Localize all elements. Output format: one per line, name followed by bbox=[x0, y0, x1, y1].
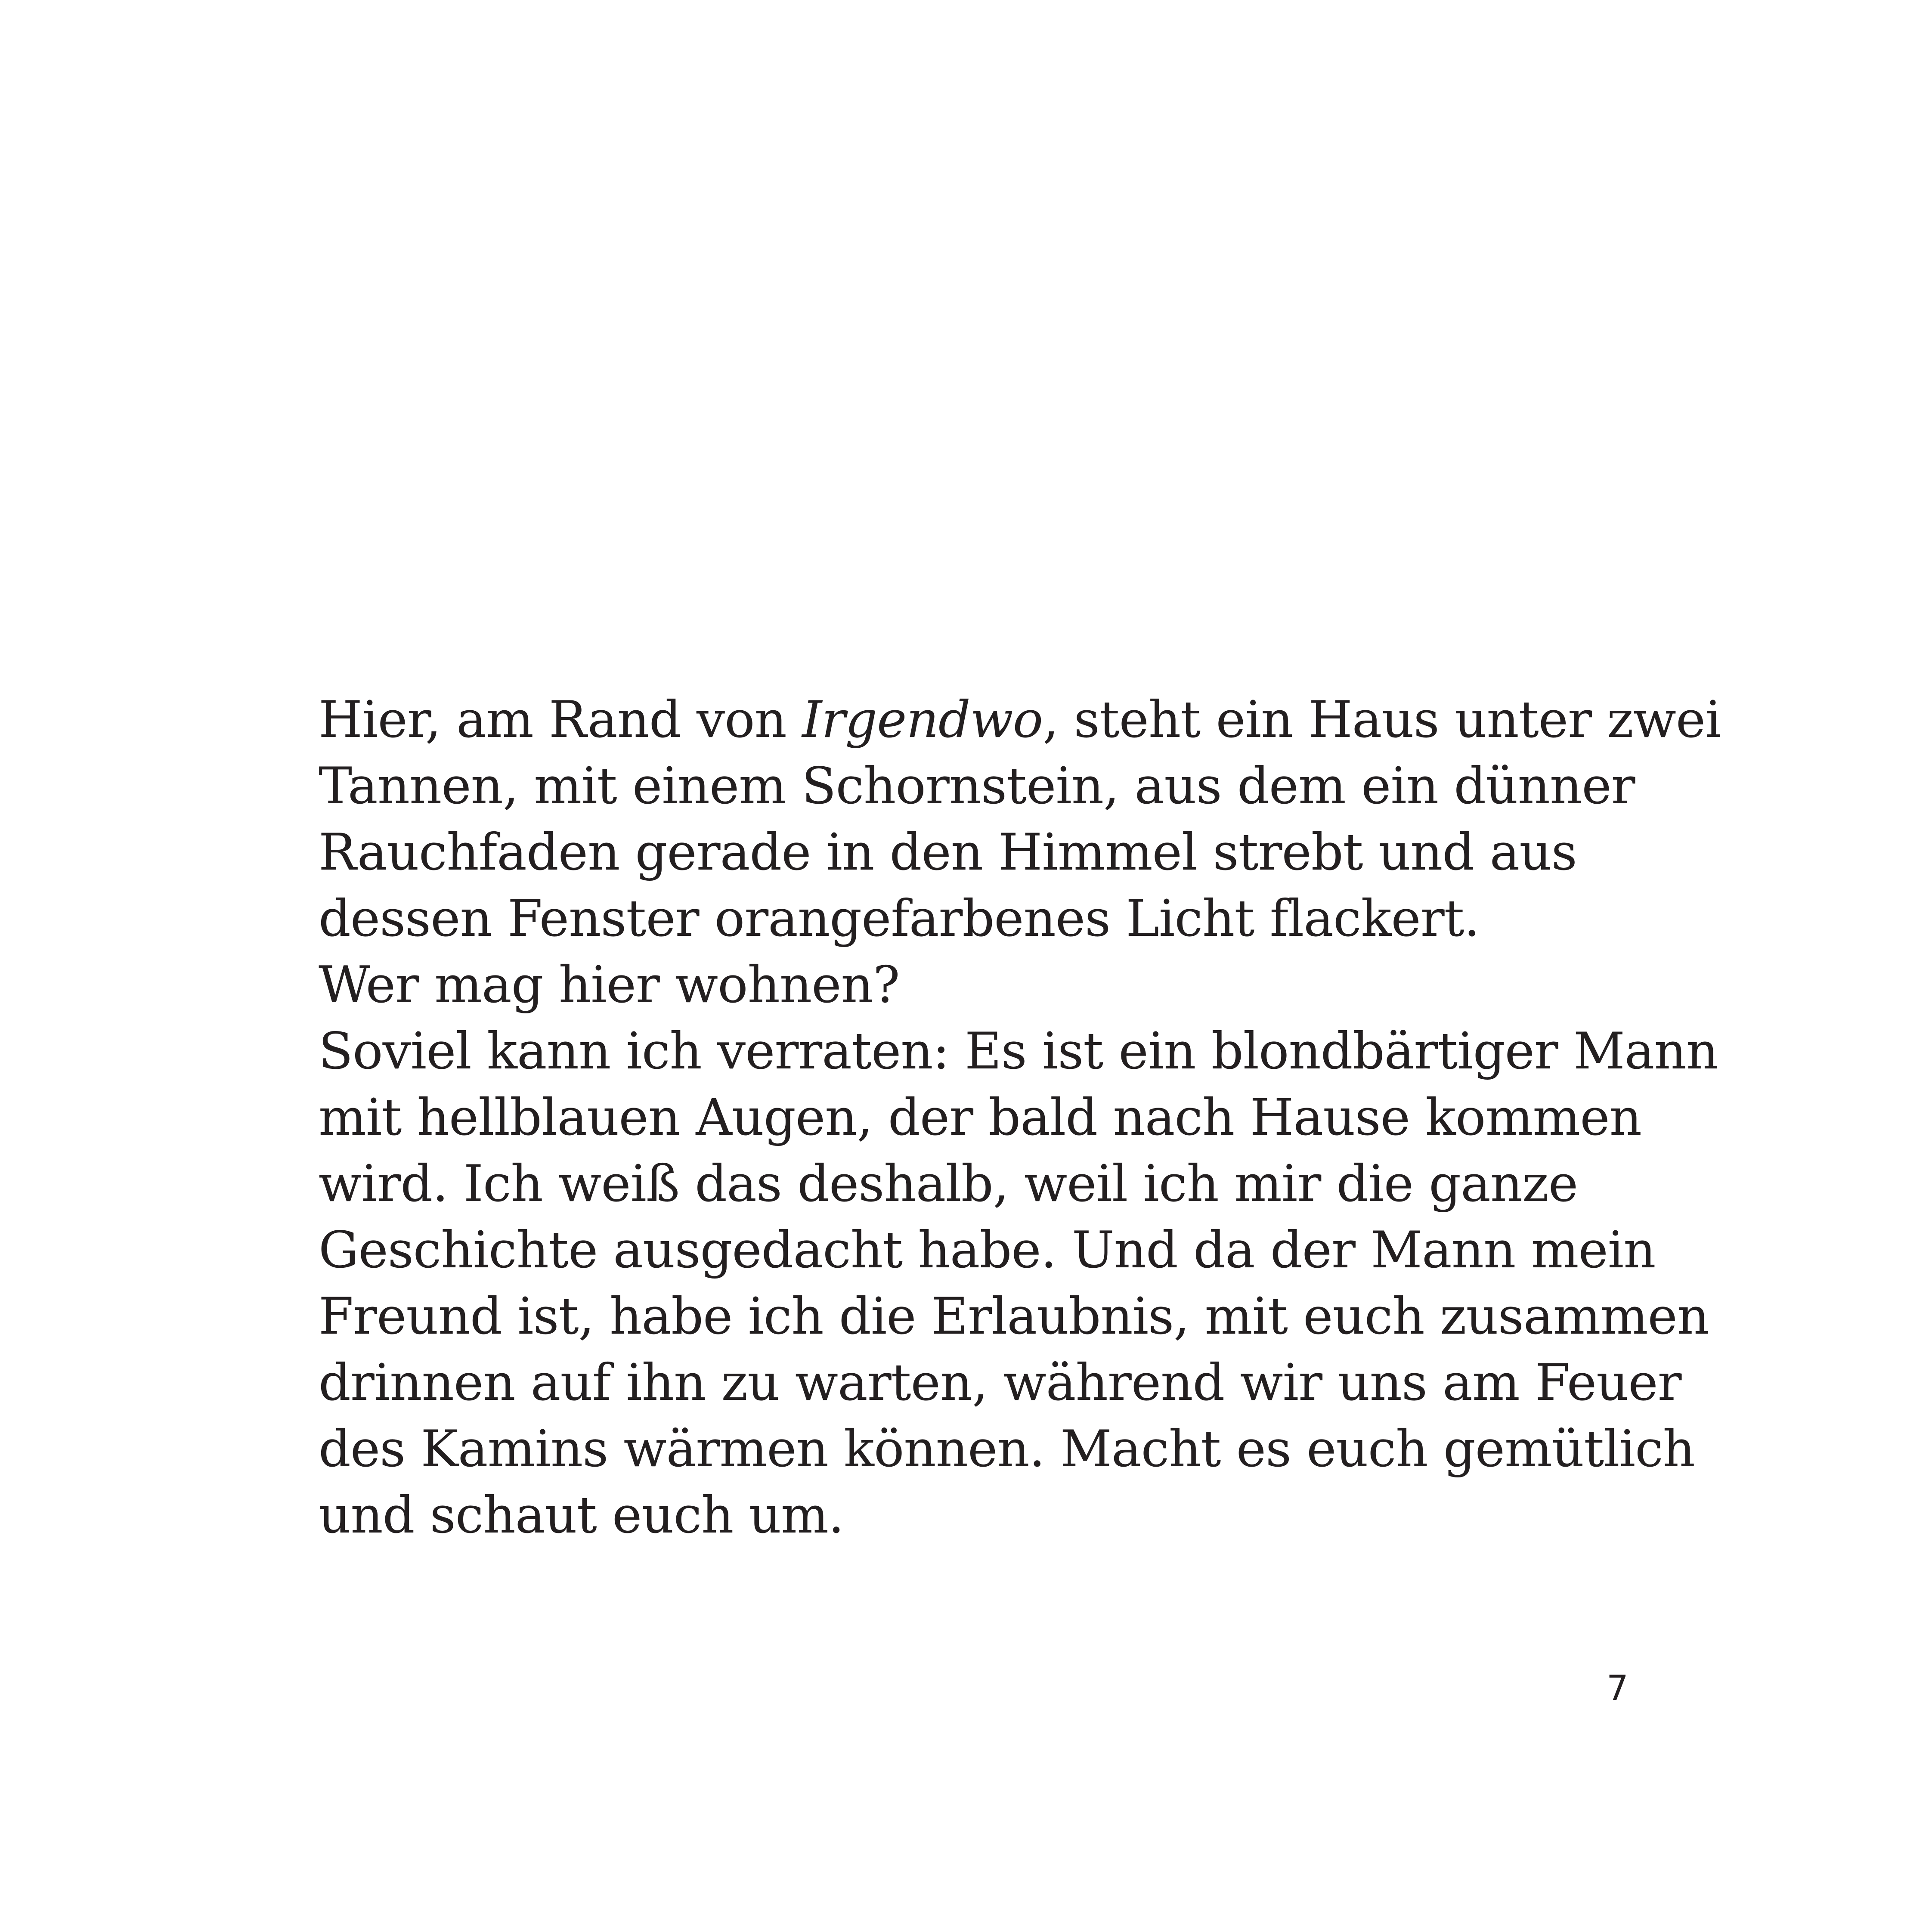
text-line-8: wird. Ich weiß das deshalb, weil ich mir die ganze bbox=[319, 1154, 1578, 1213]
text-line-3: Rauchfaden gerade in den Himmel strebt und aus bbox=[319, 823, 1577, 882]
text-line-7: mit hellblauen Augen, der bald nach Hause kommen bbox=[319, 1088, 1641, 1147]
text-line-9: Geschichte ausgedacht habe. Und da der Mann mein bbox=[319, 1220, 1656, 1279]
body-text bbox=[319, 687, 1721, 1548]
text-line-10: Freund ist, habe ich die Erlaubnis, mit euch zusammen bbox=[319, 1287, 1709, 1346]
text-line-13: und schaut euch um. bbox=[319, 1486, 844, 1545]
text-line-5: Wer mag hier wohnen? bbox=[319, 955, 900, 1014]
text-line-1-start: Hier, am Rand von bbox=[319, 690, 802, 749]
text-line-4: dessen Fenster orangefarbenes Licht flackert. bbox=[319, 889, 1480, 948]
text-line-2: Tannen, mit einem Schornstein, aus dem ein dünner bbox=[319, 756, 1635, 815]
italic-place-name: Irgendwo bbox=[802, 690, 1043, 749]
text-line-1-end: , steht ein Haus unter zwei bbox=[1043, 690, 1721, 749]
text-line-6: Soviel kann ich verraten: Es ist ein blondbärtiger Mann bbox=[319, 1022, 1718, 1081]
text-line-11: drinnen auf ihn zu warten, während wir uns am Feuer bbox=[319, 1353, 1681, 1412]
text-line-1 bbox=[319, 687, 1721, 753]
page-number: 7 bbox=[1607, 1668, 1629, 1708]
text-line-12: des Kamins wärmen können. Macht es euch gemütlich bbox=[319, 1419, 1695, 1478]
